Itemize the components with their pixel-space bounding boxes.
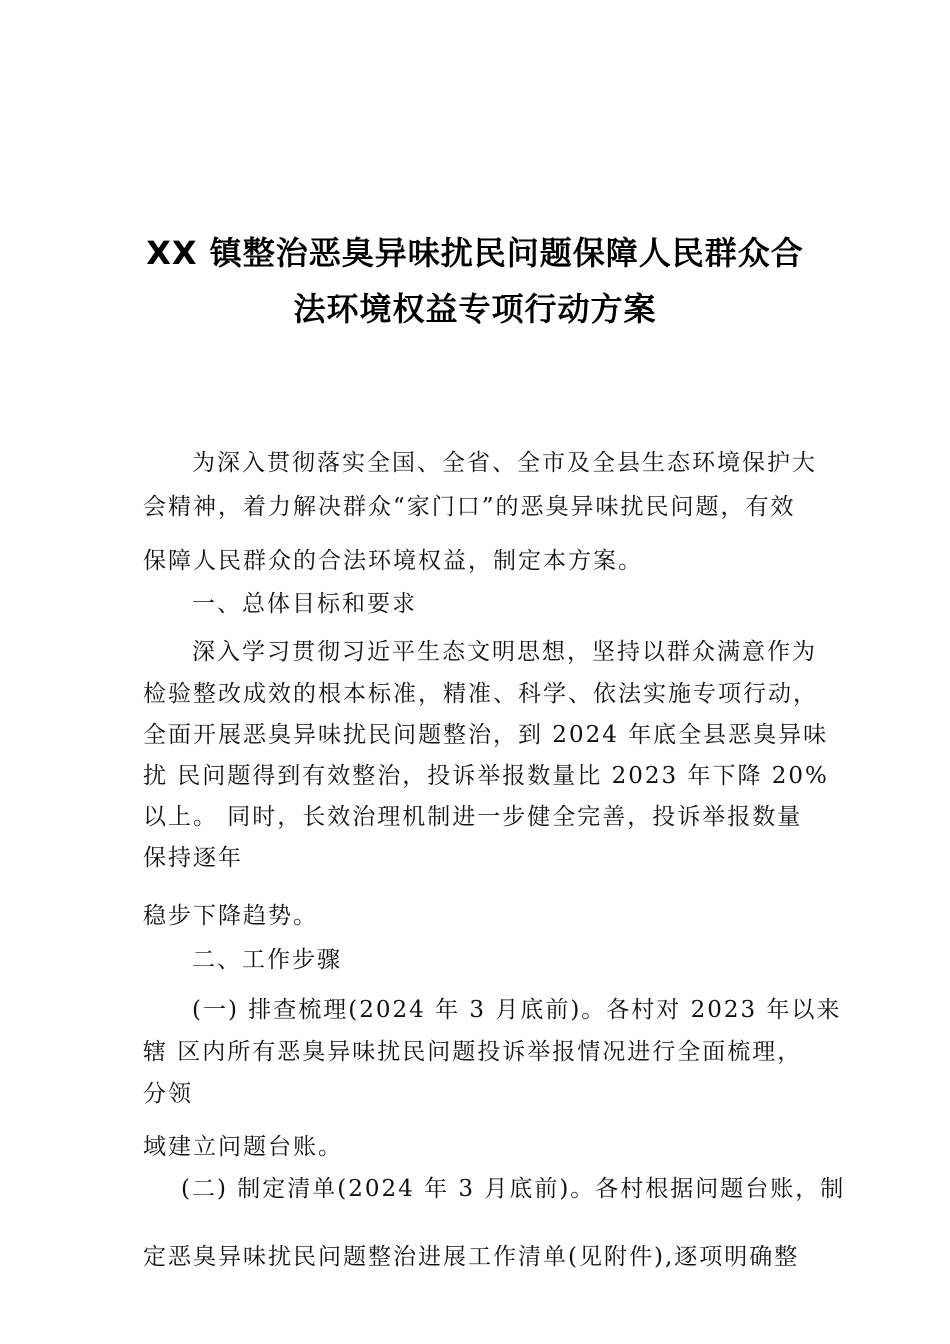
- body-text-line: 域建立问题台账。: [143, 1134, 343, 1160]
- body-text-line: 定恶臭异味扰民问题整治进展工作清单(见附件),逐项明确整: [143, 1244, 800, 1270]
- body-text-line: 稳步下降趋势。: [143, 903, 318, 929]
- body-text-line: 为深入贯彻落实全国、全省、全市及全县生态环境保护大: [192, 450, 817, 476]
- body-text-line: 分领: [143, 1081, 193, 1107]
- body-text-line: 检验整改成效的根本标准，精准、科学、依法实施专项行动，: [143, 681, 818, 707]
- body-text-line: 会精神，着力解决群众“家门口”的恶臭异味扰民问题，有效: [143, 494, 796, 520]
- document-title-line-2: 法环境权益专项行动方案: [293, 290, 657, 328]
- body-text-line: (二) 制定清单(2024 年 3 月底前)。各村根据问题台账，制: [181, 1176, 846, 1202]
- body-text-line: 以上。 同时，长效治理机制进一步健全完善，投诉举报数量: [143, 804, 803, 830]
- body-text-line: 全面开展恶臭异味扰民问题整治，到 2024 年底全县恶臭异味: [143, 722, 829, 748]
- body-text-line: (一) 排查梳理(2024 年 3 月底前)。各村对 2023 年以来: [192, 997, 842, 1023]
- section-heading: 二、工作步骤: [192, 947, 342, 973]
- section-heading: 一、总体目标和要求: [192, 591, 417, 617]
- body-text-line: 深入学习贯彻习近平生态文明思想，坚持以群众满意作为: [192, 639, 817, 665]
- body-text-line: 扰 民问题得到有效整治，投诉举报数量比 2023 年下降 20%: [143, 763, 829, 789]
- document-title-line-1: XX 镇整治恶臭异味扰民问题保障人民群众合: [146, 234, 804, 272]
- body-text-line: 保障人民群众的合法环境权益，制定本方案。: [143, 548, 643, 574]
- body-text-line: 保持逐年: [143, 845, 243, 871]
- body-text-line: 辖 区内所有恶臭异味扰民问题投诉举报情况进行全面梳理，: [143, 1039, 803, 1065]
